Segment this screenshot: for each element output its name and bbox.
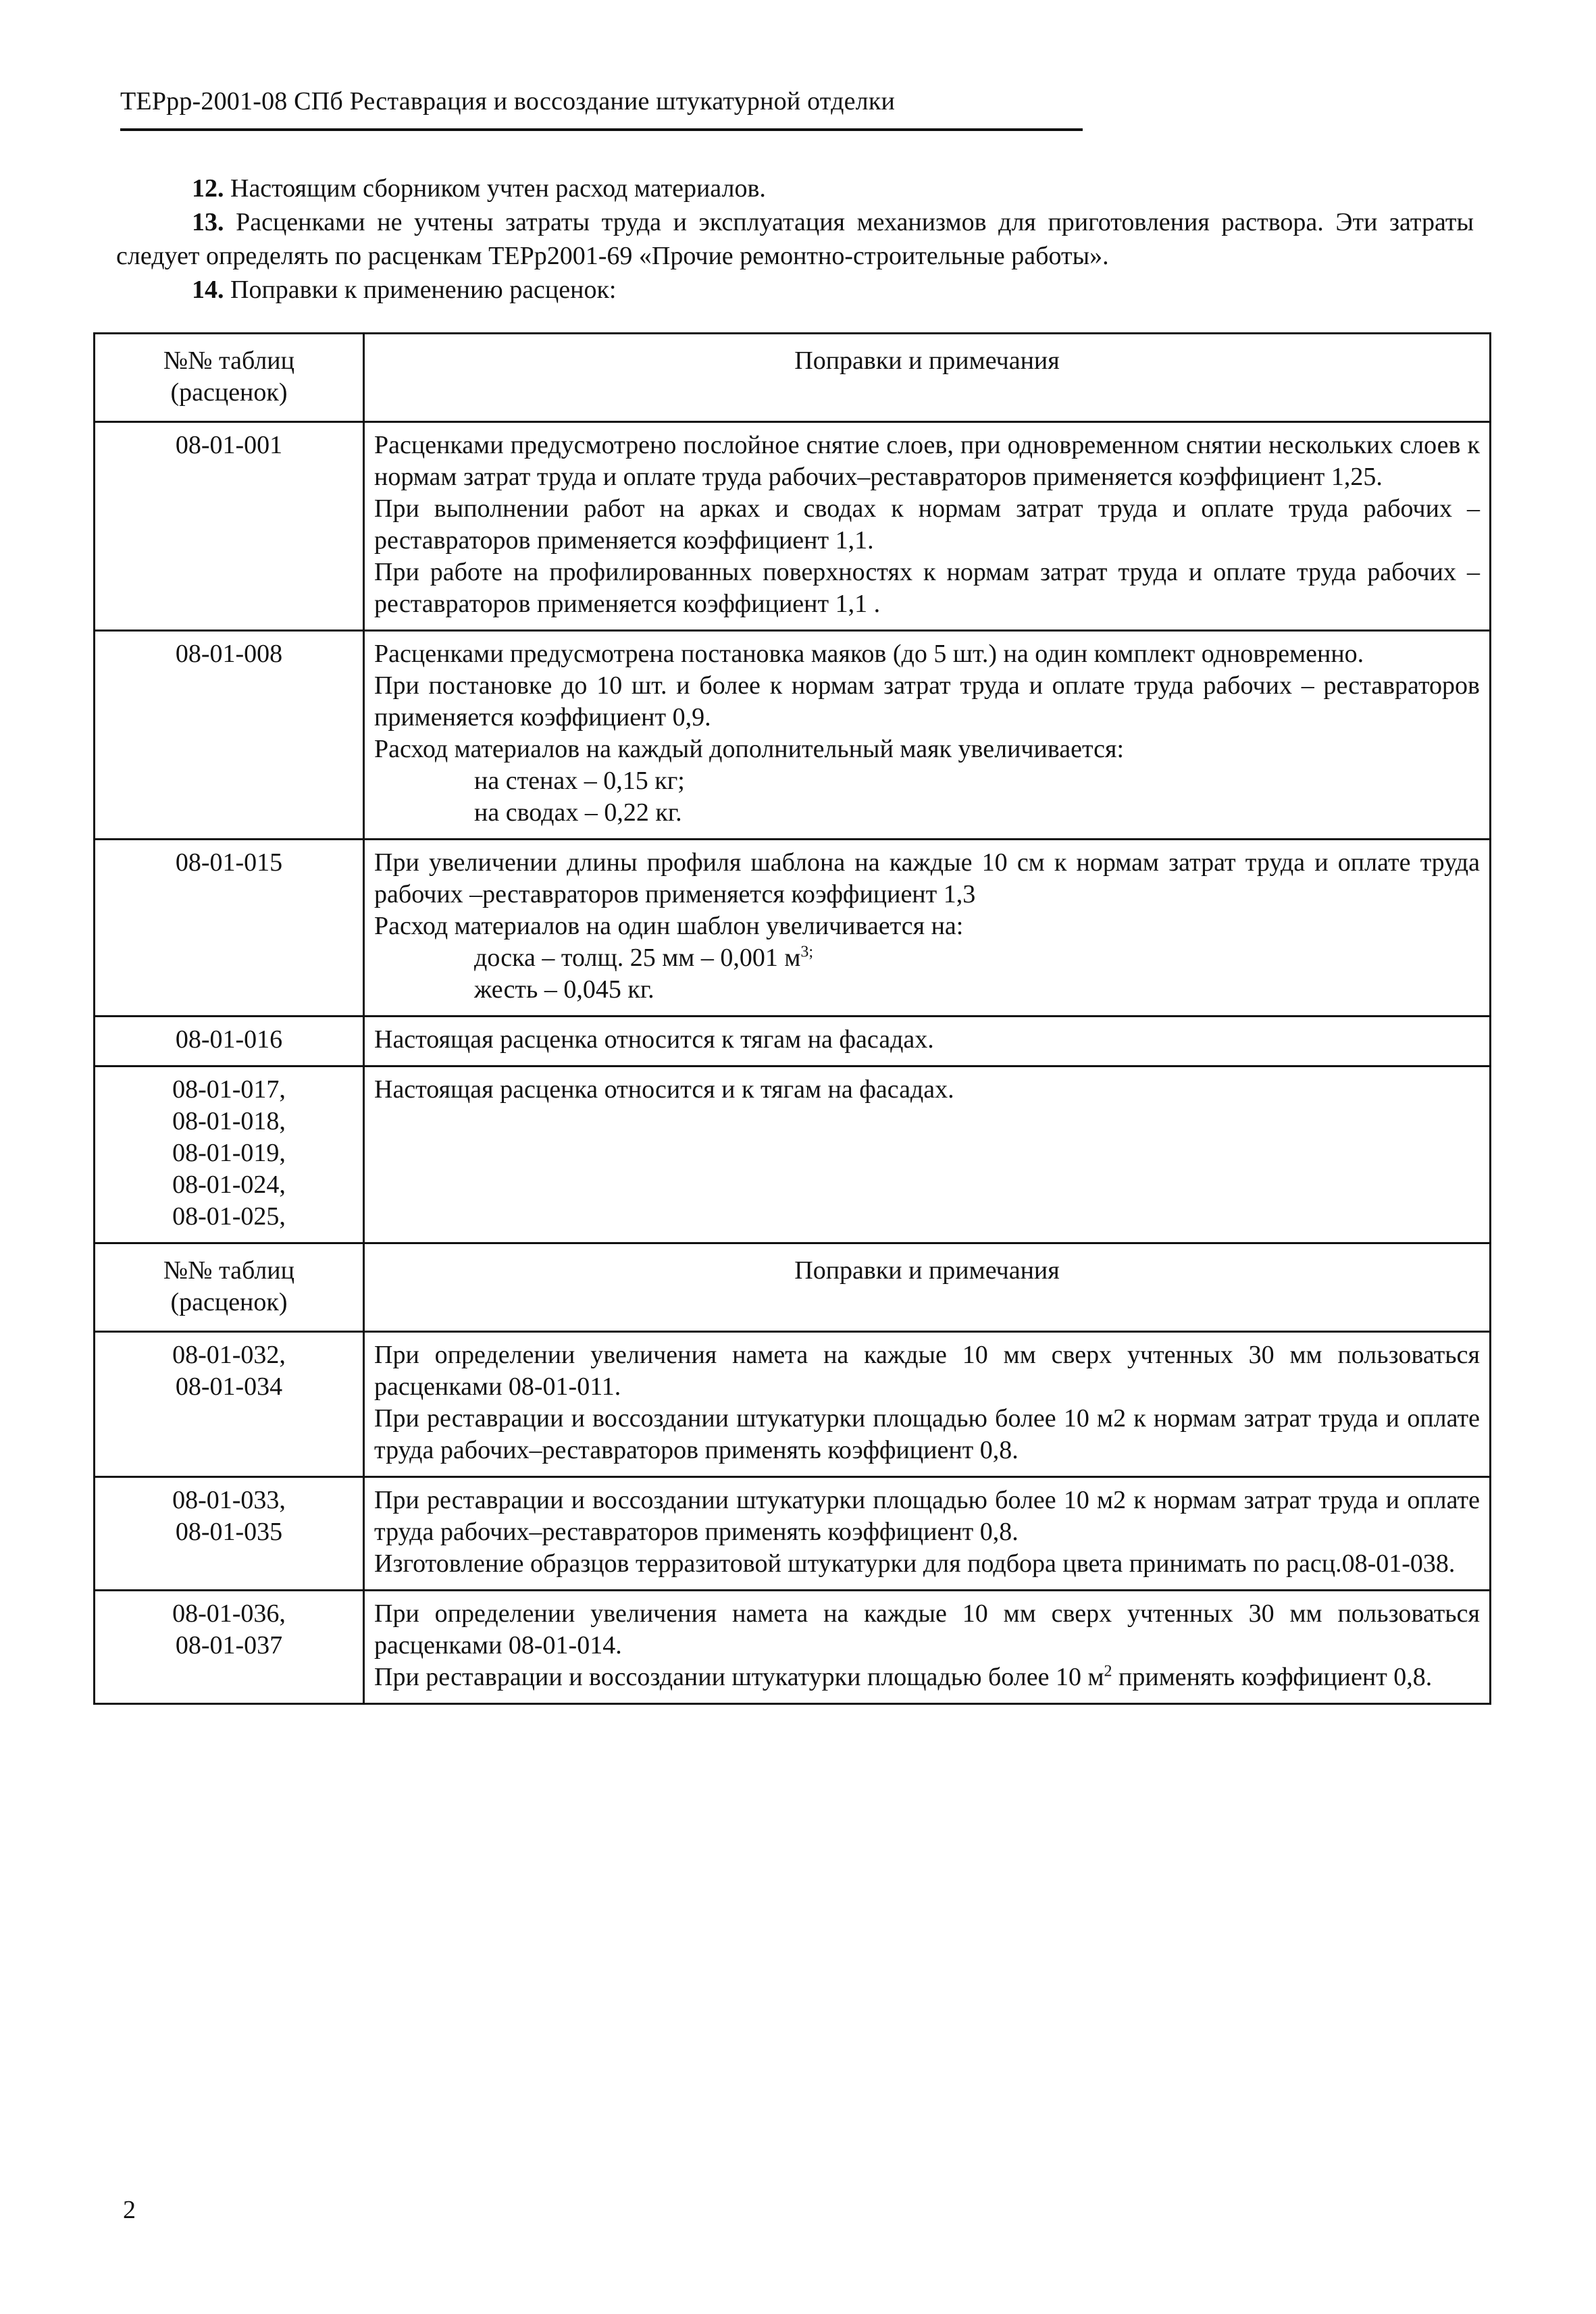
note-cell: [364, 1591, 1491, 1704]
paragraph-number: 14.: [192, 276, 224, 304]
note-subitem: [374, 942, 1480, 974]
code: 08-01-035: [175, 1518, 283, 1546]
code: 08-01-032,: [172, 1341, 286, 1369]
code: 08-01-019,: [172, 1139, 286, 1167]
note-text: При определении увеличения намета на каждые 10 мм сверх учтенных 30 мм пользоваться расценками 08-01-014.: [374, 1599, 1480, 1660]
table-row: [95, 1477, 1491, 1591]
note-subitem: на стенах – 0,15 кг;: [474, 767, 685, 795]
table-header-row-repeat: [95, 1243, 1491, 1332]
table-row: [95, 1066, 1491, 1243]
note-text: При постановке до 10 шт. и более к нормам затрат труда и оплате труда рабочих – реставраторов применяется коэффициент 0,9.: [374, 671, 1480, 731]
note-text: Расценками предусмотрено послойное снятие слоев, при одновременном снятии нескольких слоев к нормам затрат труда и оплате труда рабочих–реставраторов применяется коэффициент 1,25.: [374, 431, 1480, 491]
header-label: №№ таблиц: [163, 1256, 294, 1285]
header-rule: [120, 128, 1083, 131]
note-text: Настоящая расценка относится и к тягам на фасадах.: [374, 1075, 954, 1104]
header-label: №№ таблиц: [163, 346, 294, 375]
table-row: [95, 631, 1491, 840]
code: 08-01-018,: [172, 1107, 286, 1135]
note-text: Изготовление образцов терразитовой штукатурки для подбора цвета принимать по расц.08-01-038.: [374, 1549, 1456, 1578]
note-text: Расход материалов на один шаблон увеличивается на:: [374, 912, 964, 940]
paragraph-number: 12.: [192, 174, 224, 203]
note-cell: [364, 1017, 1491, 1066]
code-cell: [95, 1017, 364, 1066]
corrections-table: [93, 332, 1491, 1705]
note-text: [374, 1662, 1480, 1693]
code: 08-01-008: [175, 640, 283, 668]
paragraph-12: [116, 172, 1474, 205]
paragraph-14: [116, 273, 1474, 307]
code: 08-01-033,: [172, 1486, 286, 1514]
paragraph-text: Поправки к применению расценок:: [224, 276, 617, 304]
code-cell: [95, 1591, 364, 1704]
table-row: [95, 422, 1491, 631]
paragraph-number: 13.: [192, 208, 224, 236]
code: 08-01-036,: [172, 1599, 286, 1628]
header-cell-codes: [95, 334, 364, 422]
code: 08-01-024,: [172, 1171, 286, 1199]
table-header-row: [95, 334, 1491, 422]
code-cell: [95, 1332, 364, 1477]
note-text: При реставрации и воссоздании штукатурки площадью более 10 м2 к нормам затрат труда и оплате труда рабочих–реставраторов применять коэффициент 0,8.: [374, 1486, 1480, 1546]
code: 08-01-001: [175, 431, 283, 459]
note-cell: [364, 1477, 1491, 1591]
header-label: (расценок): [170, 1288, 288, 1316]
code-cell: [95, 840, 364, 1017]
note-text-part: применять коэффициент 0,8.: [1112, 1663, 1433, 1691]
intro-paragraphs: [116, 172, 1474, 307]
superscript: 2: [1104, 1662, 1112, 1680]
note-text-part: При реставрации и воссоздании штукатурки площадью более 10 м: [374, 1663, 1104, 1691]
table-row: [95, 1332, 1491, 1477]
note-text: Настоящая расценка относится к тягам на фасадах.: [374, 1025, 934, 1054]
running-header: ТЕРрр-2001-08 СПб Реставрация и воссоздание штукатурной отделки: [120, 87, 896, 115]
paragraph-text: Расценками не учтены затраты труда и эксплуатация механизмов для приготовления раствора. Эти затраты следует определять по расценкам ТЕРр2001-69 «Прочие ремонтно-строительные работы».: [116, 208, 1474, 270]
table-row: [95, 1591, 1491, 1704]
note-text: При определении увеличения намета на каждые 10 мм сверх учтенных 30 мм пользоваться расценками 08-01-011.: [374, 1341, 1480, 1401]
note-cell: [364, 1332, 1491, 1477]
subitem-text: доска – толщ. 25 мм – 0,001 м: [474, 944, 801, 972]
code: 08-01-016: [175, 1025, 283, 1054]
code: 08-01-017,: [172, 1075, 286, 1104]
header-cell-codes: [95, 1243, 364, 1332]
note-cell: [364, 631, 1491, 840]
note-subitem: жесть – 0,045 кг.: [474, 975, 654, 1004]
note-text: При увеличении длины профиля шаблона на каждые 10 см к нормам затрат труда и оплате труда рабочих –реставраторов применяется коэффициент 1,3: [374, 848, 1480, 908]
code-cell: [95, 1066, 364, 1243]
note-cell: [364, 1066, 1491, 1243]
code: 08-01-015: [175, 848, 283, 877]
header-label: (расценок): [170, 378, 288, 407]
note-text: При работе на профилированных поверхностях к нормам затрат труда и оплате труда рабочих –реставраторов применяется коэффициент 1,1 .: [374, 558, 1480, 618]
paragraph-text: Настоящим сборником учтен расход материалов.: [224, 174, 766, 203]
header-cell-notes: Поправки и примечания: [364, 1243, 1491, 1332]
note-cell: [364, 422, 1491, 631]
table-row: [95, 840, 1491, 1017]
note-text: Расход материалов на каждый дополнительный маяк увеличивается:: [374, 735, 1124, 763]
page-number: 2: [123, 2196, 136, 2224]
code: 08-01-037: [175, 1631, 283, 1660]
code-cell: [95, 631, 364, 840]
note-text: При выполнении работ на арках и сводах к нормам затрат труда и оплате труда рабочих – реставраторов применяется коэффициент 1,1.: [374, 494, 1480, 555]
table-row: [95, 1017, 1491, 1066]
code-cell: [95, 1477, 364, 1591]
code: 08-01-025,: [172, 1202, 286, 1231]
code: 08-01-034: [175, 1372, 283, 1401]
note-text: Расценками предусмотрена постановка маяков (до 5 шт.) на один комплект одновременно.: [374, 640, 1364, 668]
header-cell-notes: Поправки и примечания: [364, 334, 1491, 422]
paragraph-13: [116, 205, 1474, 273]
note-cell: [364, 840, 1491, 1017]
note-text: При реставрации и воссоздании штукатурки площадью более 10 м2 к нормам затрат труда и оплате труда рабочих–реставраторов применять коэффициент 0,8.: [374, 1404, 1480, 1464]
superscript: 3;: [800, 943, 814, 961]
code-cell: [95, 422, 364, 631]
note-subitem: на сводах – 0,22 кг.: [474, 798, 682, 827]
